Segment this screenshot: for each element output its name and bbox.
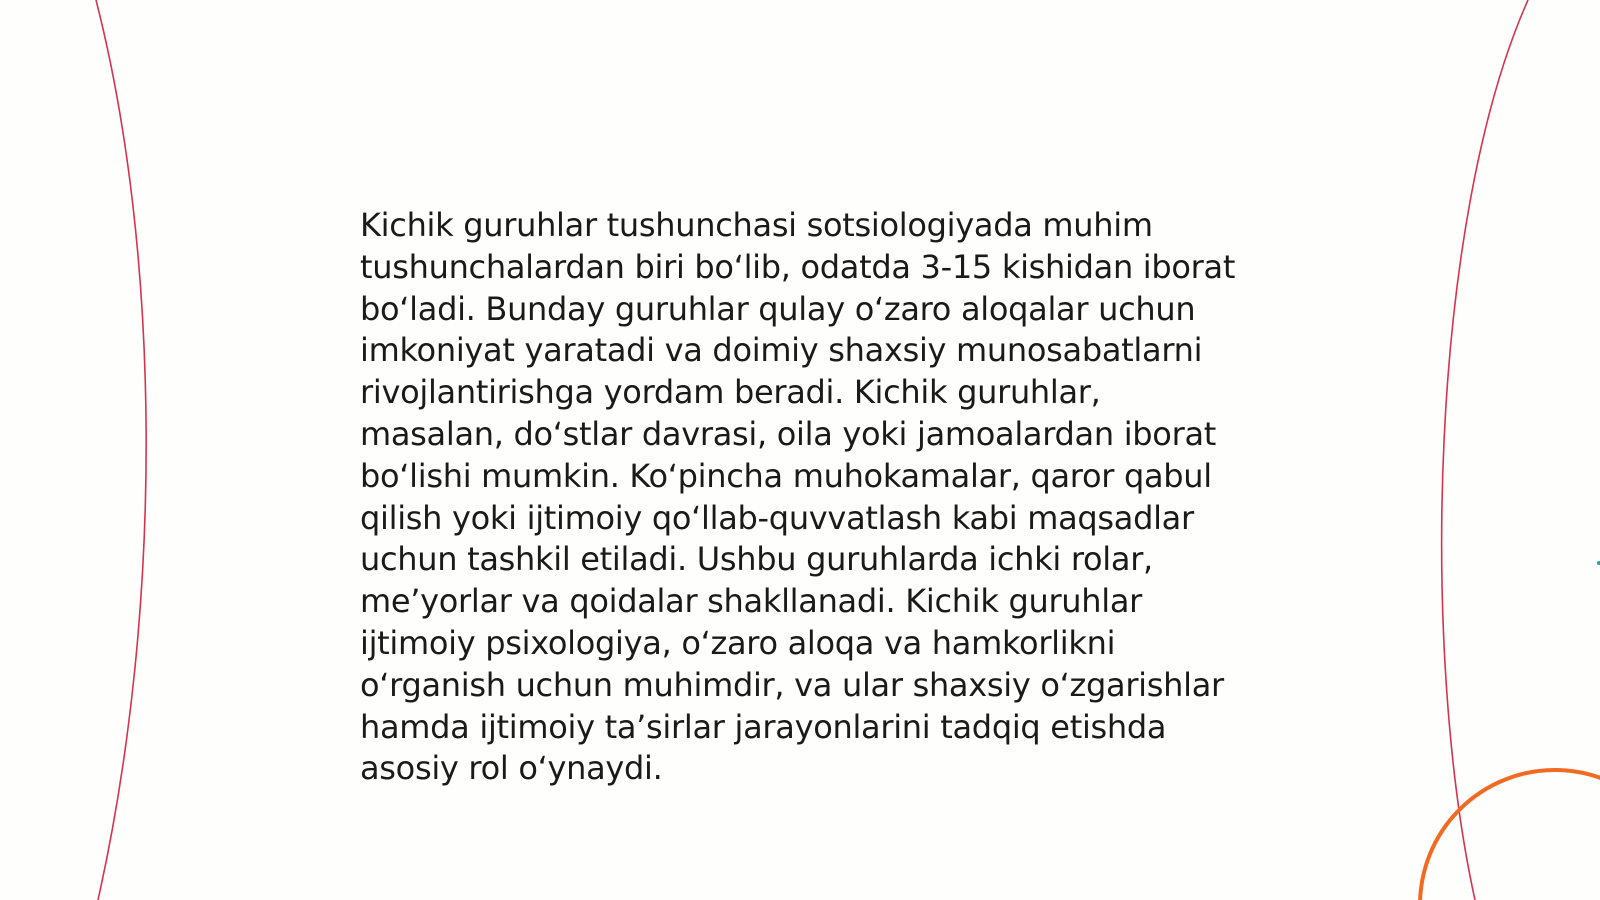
slide-body-text: Kichik guruhlar tushunchasi sotsiologiyada muhim tushunchalardan biri boʻlib, odatda 3-15 kishidan iborat boʻladi. Bunday guruhlar qulay oʻzaro aloqalar uchun imkoniyat yaratadi va doimiy shaxsiy munosabatlarni rivojlantirishga yordam beradi. Kichik guruhlar, masalan, doʻstlar davrasi, oila yoki jamoalardan iborat boʻlishi mumkin. Koʻpincha muhokamalar, qaror qabul qilish yoki ijtimoiy qoʻllab-quvvatlash kabi maqsadlar uchun tashkil etiladi. Ushbu guruhlarda ichki rolar, meʼyorlar va qoidalar shakllanadi. Kichik guruhlar ijtimoiy psixologiya, oʻzaro aloqa va hamkorlikni oʻrganish uchun muhimdir, va ular shaxsiy oʻzgarishlar hamda ijtimoiy taʼsirlar jarayonlarini tadqiq etishda asosiy rol oʻynaydi. bbox=[360, 206, 1236, 788]
left-curve-line bbox=[96, 0, 146, 900]
right-curve-line bbox=[1442, 0, 1528, 900]
orange-accent-circle bbox=[1420, 770, 1600, 900]
